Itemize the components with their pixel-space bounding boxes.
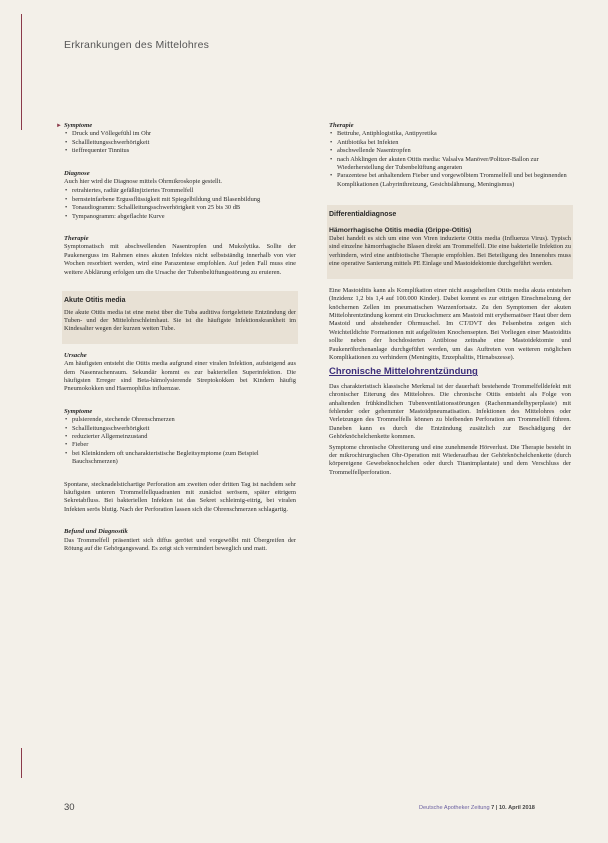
list-item: • Tympanogramm: abgeflachte Kurve [72,213,296,221]
diagnose-text: Auch hier wird die Diagnose mittels Ohrmikroskopie gestellt. [64,178,222,186]
symptome2-heading: Symptome [64,407,93,415]
diagnose-list [64,187,296,221]
haemorrhagische-text: Dabei handelt es sich um eine von Viren induzierte Otitis media (Influenza Virus). Typisch sind einzelne hämorrhagische Blasen direkt am Trommelfell. Die eine bakterielle Infektion zu verhindern, wird eine antibiotische Therapie empfohlen. Bei Beteiligung des Innenohrs muss eine operative Sanierung mittels PE Einlage und Mastoidektomie durchgeführt werden. [329,235,571,268]
ursache-heading: Ursache [64,351,87,359]
chronische-text-2: Symptome chronische Ohreiterung und eine zunehmende Hörverlust. Die Therapie besteht in der mikrochirurgischen Ohr-Operation mit Wiederaufbau der Gehörknöchelchenkette (durch körpereigene Gewebeknochelchen oder durch Titanimplantate) und dem Verschluss der Trommelfellperforation. [329,443,571,476]
differentialdiagnose-heading: Differentialdiagnose [329,211,397,219]
right-column [329,122,571,483]
akute-otitis-heading: Akute Otitis media [64,297,126,305]
ursache-text: Am häufigsten entsteht die Otitis media aufgrund einer viralen Infektion, aufsteigend aus dem Nasenrachenraum. Sekundär kommt es zur bakteriellen Superinfektion. Die häufigsten Erreger sind Beta-hämolysierende Streptokokken bei Kindern häufig Pneumokokken und Haemophilus influenzae. [64,360,296,393]
therapie-right-heading: Therapie [329,122,354,129]
page-number: 30 [64,802,75,813]
page-edge-rule [21,14,22,130]
symptome2-list [64,416,296,466]
chronische-heading: Chronische Mittelohrentzündung [329,366,478,378]
footer-date: 7 | 10. April 2018 [491,805,535,811]
list-item: • Antibiotika bei Infekten [337,139,571,147]
list-item: • Schallleitungsschwerhörigkeit [72,139,296,147]
komplikation-text: Eine Mastoiditis kann als Komplikation einer nicht ausgeheilten Otitis media akuta entstehen (Inzidenz 1,2 bis 1,4 auf 100.000 Kinder). Dabei kommt es zur eitrigen Einschmelzung der knöchernen Zellen im pneumatischen Warzenfortsatz. Zu den Symptomen der akuten Mittelohrentzündung kommt ein Druckschmerz am Mastoid mit erythematöser Haut über dem Mastoid und abstehender Ohrmuschel. Im CT/DVT des Felsenbeins zeigen sich Weichteildichte Formationen mit aufgelösten Knochensepten. Bei Vorliegen einer Mastoiditis sollte neben der hochdosierten Antibiose zeitnahe eine Mastoidektomie und Paukenröhrchenanlage durchgeführt werden, um das Auftreten von weiteren möglichen Komplikationen zu verhindern (Meningitis, Enzephalitis, Hirnabszesse). [329,286,571,361]
footer-publication: Deutsche Apotheker Zeitung [419,805,490,811]
page-edge-rule-bottom [21,748,22,778]
list-item: • tieffrequenter Tinnitus [72,147,296,155]
akute-otitis-box [62,291,298,344]
list-item: • nach Abklingen der akuten Otitis media: Valsalva Manöver/Politzer-Ballon zur Wiederherstellung der Tubenbelüftung angeraten [337,156,571,173]
list-item: • Bettruhe, Antiphlogistika, Antipyretika [337,130,571,138]
list-item: • reduzierter Allgemeinzustand [72,433,296,441]
footer-source [419,805,535,811]
list-item: • Schallleitungsschwerhörigkeit [72,425,296,433]
list-item: • Fieber [72,441,296,449]
befund-heading: Befund und Diagnostik [64,528,128,536]
therapie-right-list [329,130,571,189]
diagnose-heading: Diagnose [64,169,90,177]
list-item: • abschwellende Nasentropfen [337,147,571,155]
section-header: Erkrankungen des Mittelohres [64,39,210,51]
symptome-list [64,130,296,155]
befund-text: Das Trommelfell präsentiert sich diffus gerötet und vorgewölbt mit Übergreifen der Rötung auf die Gehörgangswand. Es zeigt sich vermindert beweglich und matt. [64,536,296,553]
akute-otitis-text: Die akute Otitis media ist eine meist über die Tuba auditiva fortgeleitete Entzündung der Tuben- und der Mittelohrschleimhaut. Sie ist die häufigste Infektionskrankheit im Kindesalter wegen der kurzen weiten Tube. [64,308,296,333]
list-item: • Druck und Völlegefühl im Ohr [72,130,296,138]
left-column [56,122,296,559]
chronische-text: Das charakteristisch klassische Merkmal ist der dauerhaft bestehende Trommelfelldefekt mit chronischer Eiterung des Mittelohres. Die chronische Otitis entsteht als Folge von anhaltenden frühkindlichen Tubenventilationsstörungen (Rachenmandelhyperplasie) mit fehlender oder gehemmter Mastoidpneumatisation. Infektionen des Mittelohres oder Verletzungen des Trommelfells können zu bleibenden Perforation am Trommelfell führen. Daneben kann es durch die Entzündung zusätzlich zur Beschädigung der Gehörknöchelchenkette kommen. [329,382,571,441]
perforation-text: Spontane, stecknadelstichartige Perforation am zweiten oder dritten Tag ist nachdem sehr häufigsten unteren Trommelfellquadranten mit zunächst serösem, später eitrigem Sekretabfluss. Bei bakteriellen Infekten ist das Sekret schleimig-eitrig, bei viralen Infekten serös blutig. Nach der Perforation lassen sich die Ohrenschmerzen schlagartig. [64,480,296,513]
list-item: • retrahiertes, radiär gefäßinjiziertes Trommelfell [72,187,296,195]
differential-box [327,205,573,278]
list-item: • Tonaudiogramm: Schallleitungsschwerhörigkeit von 25 bis 30 dB [72,204,296,212]
therapie-text: Symptomatisch mit abschwellenden Nasentropfen und Mukolytika. Sollte der Paukenerguss im Rahmen eines akuten Infektes nicht selbstständig innerhalb von vier Wochen resorbiert werden, wird eine Parazentese empfohlen. Auf jeden Fall muss eine weitere Abklärung erfolgen um die Ursache der Tubenbelüftungsstörung zu eruieren. [64,243,296,276]
haemorrhagische-heading: Hämorrhagische Otitis media (Grippe-Otitis) [329,226,472,234]
symptome-heading: Symptome [64,122,93,129]
list-item: • Parazentese bei anhaltendem Fieber und vorgewölbtem Trommelfell und bei beginnenden Komplikationen (Labyrinthreizung, Gesichtslähmung, Meningismus) [337,172,571,189]
arrow-marker-icon: ► [56,123,62,129]
list-item: • bei Kleinkindern oft uncharakteristische Begleitsymptome (zum Beispiel Bauchschmerzen) [72,450,296,467]
therapie-heading: Therapie [64,235,89,243]
list-item: • bernsteinfarbene Ergussflüssigkeit mit Spiegelbildung und Blasenbildung [72,196,296,204]
list-item: • pulsierende, stechende Ohrenschmerzen [72,416,296,424]
